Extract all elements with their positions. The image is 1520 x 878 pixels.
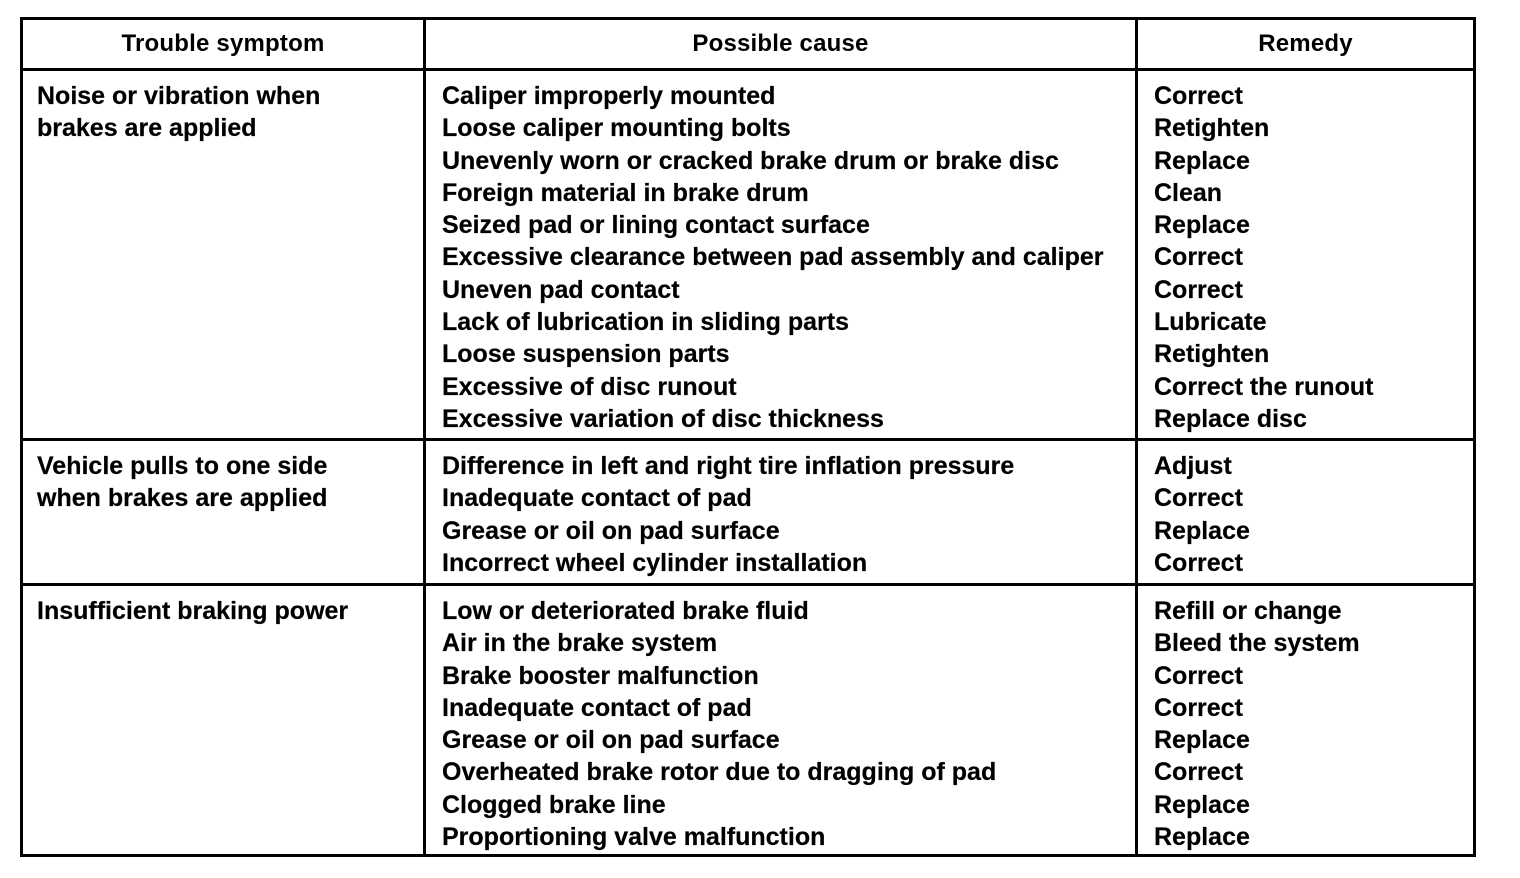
remedy-cell-noise bbox=[1138, 71, 1473, 441]
cause-item: Uneven pad contact bbox=[442, 275, 680, 304]
cause-item: Proportioning valve malfunction bbox=[442, 823, 826, 852]
remedy-item: Correct bbox=[1154, 758, 1243, 787]
cause-cell-pulls bbox=[426, 441, 1138, 586]
cause-cell-insufficient bbox=[426, 586, 1138, 854]
remedy-item: Correct bbox=[1154, 243, 1243, 272]
cause-item: Brake booster malfunction bbox=[442, 661, 759, 690]
symptom-text: Insufficient braking power bbox=[37, 597, 349, 625]
remedy-item: Replace disc bbox=[1154, 404, 1307, 433]
remedy-item: Correct bbox=[1154, 548, 1243, 577]
cause-item: Incorrect wheel cylinder installation bbox=[442, 548, 868, 577]
remedy-item: Correct bbox=[1154, 484, 1243, 513]
cause-cell-noise bbox=[426, 71, 1138, 441]
remedy-item: Clean bbox=[1154, 178, 1223, 207]
symptom-cell-pulls bbox=[23, 441, 426, 586]
cause-item: Excessive of disc runout bbox=[442, 372, 737, 401]
cause-item: Loose caliper mounting bolts bbox=[442, 114, 791, 143]
cause-item: Overheated brake rotor due to dragging of pad bbox=[442, 758, 997, 787]
cause-item: Excessive variation of disc thickness bbox=[442, 404, 884, 433]
remedy-item: Correct bbox=[1154, 82, 1243, 110]
header-remedy: Remedy bbox=[1138, 20, 1473, 71]
cause-item: Caliper improperly mounted bbox=[442, 82, 776, 110]
cause-item: Clogged brake line bbox=[442, 790, 666, 819]
remedy-item: Correct bbox=[1154, 661, 1243, 690]
cause-item: Seized pad or lining contact surface bbox=[442, 211, 870, 240]
remedy-cell-pulls bbox=[1138, 441, 1473, 586]
cause-item: Inadequate contact of pad bbox=[442, 693, 752, 722]
remedy-item: Adjust bbox=[1154, 452, 1232, 480]
cause-item: Air in the brake system bbox=[442, 629, 718, 658]
symptom-cell-insufficient bbox=[23, 586, 426, 854]
cause-item: Lack of lubrication in sliding parts bbox=[442, 308, 849, 337]
troubleshooting-table bbox=[20, 17, 1476, 857]
symptom-text: Vehicle pulls to one side when brakes are applied bbox=[37, 452, 328, 513]
cause-item: Excessive clearance between pad assembly and caliper bbox=[442, 243, 1104, 272]
cause-item: Grease or oil on pad surface bbox=[442, 726, 780, 755]
remedy-item: Bleed the system bbox=[1154, 629, 1360, 658]
cause-item: Difference in left and right tire inflation pressure bbox=[442, 452, 1015, 480]
remedy-item: Replace bbox=[1154, 211, 1250, 240]
remedy-item: Replace bbox=[1154, 823, 1250, 852]
header-trouble-symptom: Trouble symptom bbox=[23, 20, 426, 71]
remedy-item: Retighten bbox=[1154, 340, 1270, 369]
remedy-item: Replace bbox=[1154, 516, 1250, 545]
cause-item: Unevenly worn or cracked brake drum or brake disc bbox=[442, 146, 1059, 175]
remedy-item: Correct the runout bbox=[1154, 372, 1374, 401]
remedy-item: Correct bbox=[1154, 693, 1243, 722]
remedy-item: Replace bbox=[1154, 146, 1250, 175]
symptom-text: Noise or vibration when brakes are applied bbox=[37, 82, 321, 143]
remedy-cell-insufficient bbox=[1138, 586, 1473, 854]
remedy-item: Lubricate bbox=[1154, 308, 1267, 337]
remedy-item: Retighten bbox=[1154, 114, 1270, 143]
cause-item: Foreign material in brake drum bbox=[442, 178, 809, 207]
remedy-item: Refill or change bbox=[1154, 597, 1342, 625]
cause-item: Loose suspension parts bbox=[442, 340, 730, 369]
remedy-item: Correct bbox=[1154, 275, 1243, 304]
symptom-cell-noise bbox=[23, 71, 426, 441]
remedy-item: Replace bbox=[1154, 790, 1250, 819]
cause-item: Inadequate contact of pad bbox=[442, 484, 752, 513]
header-possible-cause: Possible cause bbox=[426, 20, 1138, 71]
cause-item: Grease or oil on pad surface bbox=[442, 516, 780, 545]
remedy-item: Replace bbox=[1154, 726, 1250, 755]
cause-item: Low or deteriorated brake fluid bbox=[442, 597, 809, 625]
